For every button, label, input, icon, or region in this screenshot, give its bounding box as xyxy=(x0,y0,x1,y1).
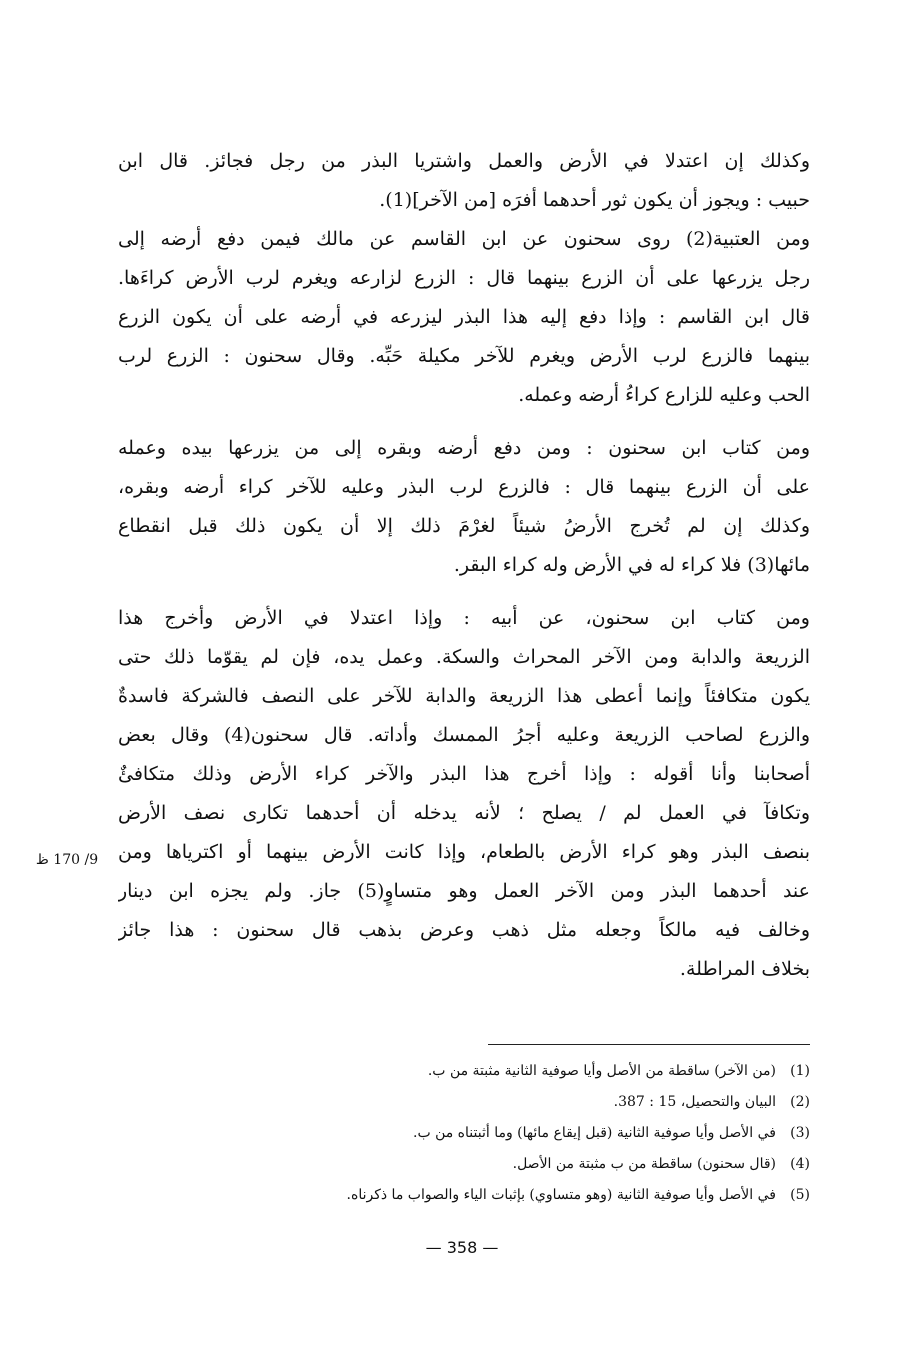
footnote-item xyxy=(230,1180,810,1211)
paragraph-gap xyxy=(118,585,810,599)
footnotes xyxy=(230,1056,810,1211)
paragraph-2 xyxy=(118,220,810,415)
text-line: ومن كتاب ابن سحنون، عن أبيه : وإذا اعتدلا في الأرض وأخرج هذا xyxy=(118,607,810,629)
paragraph-3 xyxy=(118,429,810,585)
text-line: وخالف فيه مالكاً وجعله مثل ذهب وعرض بذهب قال سحنون : هذا جائز xyxy=(118,919,810,941)
footnote-text: في الأصل وأيا صوفية الثانية (قبل إيقاع مائها) وما أثبتناه من ب. xyxy=(413,1125,776,1141)
text-line: بنصف البذر وهو كراء الأرض بالطعام، وإذا كانت الأرض بينهما أو اكترياها ومن xyxy=(118,841,810,863)
footnote-item xyxy=(230,1087,810,1118)
text-line: عند أحدهما البذر ومن الآخر العمل وهو متساوٍ(5) جاز. ولم يجزه ابن دينار xyxy=(118,880,810,902)
footnote-text: في الأصل وأيا صوفية الثانية (وهو متساوي) بإثبات الياء والصواب ما ذكرناه. xyxy=(346,1187,776,1203)
footnote-item xyxy=(230,1056,810,1087)
text-line: حبيب : ويجوز أن يكون ثور أحدهما أفرَه [من الآخر](1). xyxy=(379,189,810,211)
footnote-text: (قال سحنون) ساقطة من ب مثبتة من الأصل. xyxy=(512,1156,776,1172)
text-line: وكذلك إن اعتدلا في الأرض والعمل واشتريا البذر من رجل فجائز. قال ابن xyxy=(118,150,810,172)
footnote-item xyxy=(230,1118,810,1149)
page-number: — 358 — xyxy=(425,1238,499,1257)
text-line: مائها(3) فلا كراء له في الأرض وله كراء البقر. xyxy=(453,554,810,576)
text-line: وكذلك إن لم تُخرج الأرضُ شيئاً لغرْمَ ذلك إلا أن يكون ذلك قبل انقطاع xyxy=(118,515,810,537)
text-line: يكون متكافئاً وإنما أعطى هذا الزريعة والدابة للآخر على النصف فالشركة فاسدةٌ xyxy=(118,685,810,707)
text-line: الحب وعليه للزارع كراءُ أرضه وعمله. xyxy=(518,384,810,406)
footnote-text: البيان والتحصيل، 15 : 387. xyxy=(613,1094,776,1110)
text-line: والزرع لصاحب الزريعة وعليه أجرُ الممسك وأداته. قال سحنون(4) وقال بعض xyxy=(118,724,810,746)
paragraph-gap xyxy=(118,415,810,429)
text-line: بينهما فالزرع لرب الأرض ويغرم للآخر مكيلة حَبِّه. وقال سحنون : الزرع لرب xyxy=(118,345,810,367)
main-text xyxy=(118,142,810,989)
footnote-text: (من الآخر) ساقطة من الأصل وأيا صوفية الثانية مثبتة من ب. xyxy=(427,1063,776,1079)
footnote-number: (2) xyxy=(790,1094,810,1110)
paragraph-4 xyxy=(118,599,810,989)
text-line: قال ابن القاسم : وإذا دفع إليه هذا البذر ليزرعه في أرضه على أن يكون الزرع xyxy=(118,306,810,328)
paragraph-1 xyxy=(118,142,810,220)
footnote-number: (3) xyxy=(790,1125,810,1141)
footnote-item xyxy=(230,1149,810,1180)
text-line: رجل يزرعها على أن الزرع بينهما قال : الزرع لزارعه ويغرم لرب الأرض كراءَها. xyxy=(118,267,810,289)
text-line: ومن كتاب ابن سحنون : ومن دفع أرضه وبقره إلى من يزرعها بيده وعمله xyxy=(118,437,810,459)
manuscript-folio-note: 9/ 170 ظ xyxy=(35,852,99,868)
text-line: ومن العتبية(2) روى سحنون عن ابن القاسم عن مالك فيمن دفع أرضه إلى xyxy=(118,228,810,250)
text-line: الزريعة والدابة ومن الآخر المحراث والسكة. وعمل يده، فإن لم يقوّما ذلك حتى xyxy=(118,646,810,668)
footnote-number: (1) xyxy=(790,1063,810,1079)
text-line: وتكافآ في العمل لم / يصلح ؛ لأنه يدخله أن أحدهما تكارى نصف الأرض xyxy=(118,802,810,824)
text-line: على أن الزرع بينهما قال : فالزرع لرب البذر وعليه للآخر كراء أرضه وبقره، xyxy=(118,476,810,498)
footnote-number: (4) xyxy=(790,1156,810,1172)
footnote-number: (5) xyxy=(790,1187,810,1203)
footnote-divider xyxy=(488,1044,810,1045)
text-line: بخلاف المراطلة. xyxy=(679,958,810,980)
text-line: أصحابنا وأنا أقوله : وإذا أخرج هذا البذر والآخر كراء الأرض وذلك متكافئٌ xyxy=(118,763,810,785)
